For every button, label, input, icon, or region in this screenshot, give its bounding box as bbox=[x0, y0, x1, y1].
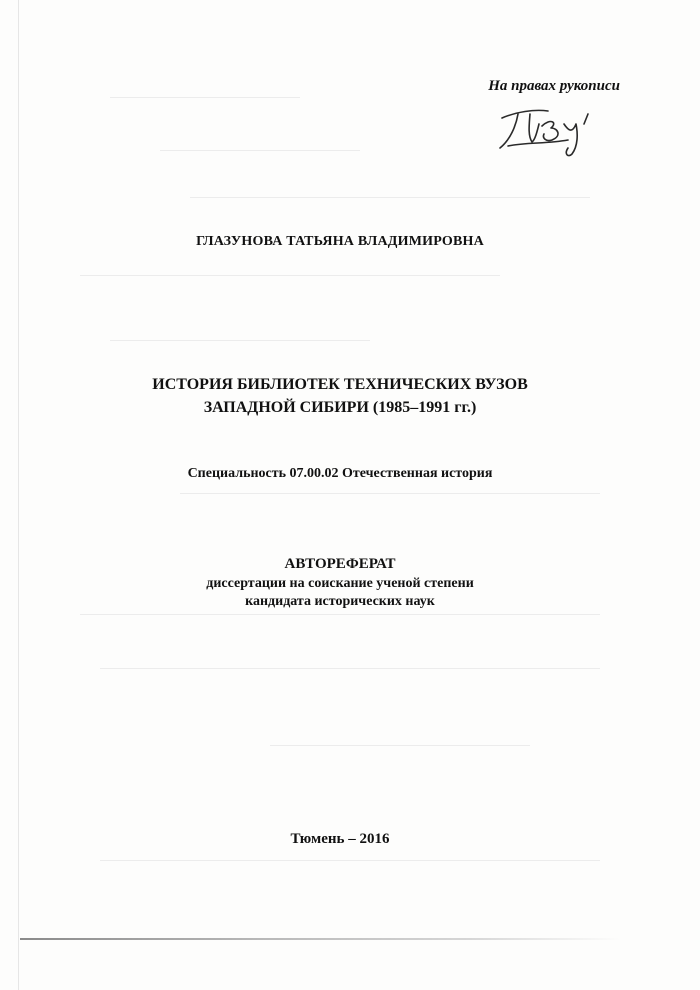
place-and-year: Тюмень – 2016 bbox=[290, 831, 390, 847]
author-name: ГЛАЗУНОВА ТАТЬЯНА ВЛАДИМИРОВНА bbox=[196, 234, 484, 249]
title-line-2: ЗАПАДНОЙ СИБИРИ (1985–1991 гг.) bbox=[203, 399, 477, 416]
bleed-through-line bbox=[80, 275, 500, 276]
abstract-description-line-2: кандидата исторических наук bbox=[245, 594, 435, 609]
abstract-description-line-1: диссертации на соискание ученой степени bbox=[206, 576, 474, 591]
bleed-through-line bbox=[160, 150, 360, 151]
abstract-heading: АВТОРЕФЕРАТ bbox=[284, 556, 396, 572]
bleed-through-line bbox=[270, 745, 530, 746]
bleed-through-line bbox=[110, 340, 370, 341]
bleed-through-line bbox=[100, 668, 600, 669]
bleed-through-line bbox=[80, 614, 600, 615]
bleed-through-line bbox=[180, 493, 600, 494]
bleed-through-line bbox=[190, 197, 590, 198]
handwritten-signature-icon bbox=[488, 100, 608, 158]
abstract-description bbox=[0, 575, 680, 611]
manuscript-rights-note: На правах рукописи bbox=[488, 78, 620, 94]
specialty-line: Специальность 07.00.02 Отечественная история bbox=[187, 466, 493, 481]
dissertation-title bbox=[0, 373, 680, 419]
bleed-through-line bbox=[110, 97, 300, 98]
title-line-1: ИСТОРИЯ БИБЛИОТЕК ТЕХНИЧЕСКИХ ВУЗОВ bbox=[152, 376, 528, 393]
bottom-rule bbox=[20, 938, 620, 940]
bleed-through-line bbox=[100, 860, 600, 861]
